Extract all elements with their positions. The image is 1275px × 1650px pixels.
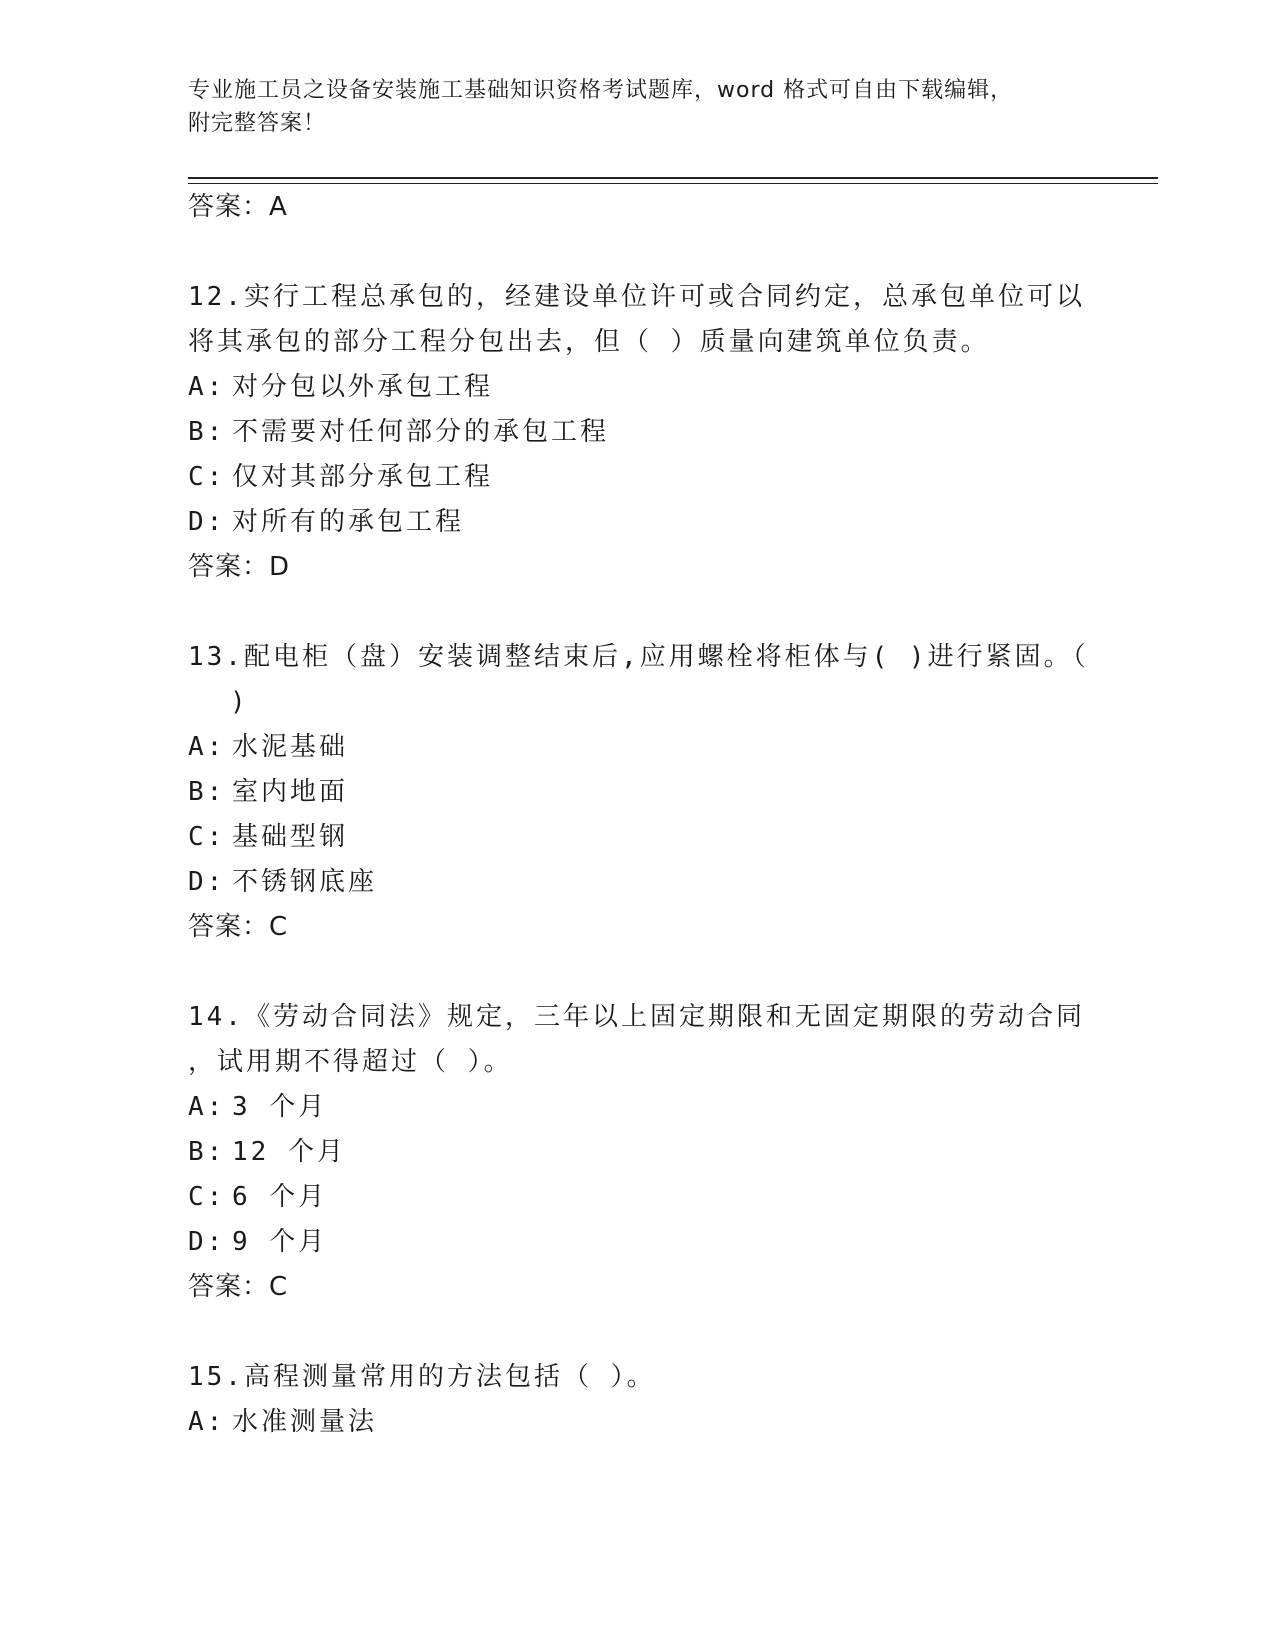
header-line-1: 专业施工员之设备安装施工基础知识资格考试题库，word 格式可自由下载编辑， [188, 78, 1014, 103]
question-14 [188, 995, 1088, 1310]
spacer [188, 950, 1088, 995]
option-a [188, 1085, 1088, 1130]
option-text: 不锈钢底座 [232, 867, 378, 897]
option-label: B: [188, 1137, 226, 1167]
header-divider-thin [188, 183, 1158, 184]
document-header [188, 74, 1088, 140]
question-text: ，试用期不得超过（ ）。 [188, 1047, 513, 1077]
option-c [188, 815, 1088, 860]
option-c [188, 1175, 1088, 1220]
option-label: C: [188, 462, 226, 492]
question-list [188, 185, 1088, 1445]
answer-line: 答案：D [188, 552, 291, 582]
question-text: ) [230, 687, 249, 717]
option-b [188, 770, 1088, 815]
option-a [188, 1400, 1088, 1445]
option-b [188, 1130, 1088, 1175]
spacer [188, 230, 1088, 275]
option-text: 12 个月 [232, 1137, 346, 1167]
question-text: 15.高程测量常用的方法包括（ ）。 [188, 1362, 656, 1392]
option-text: 9 个月 [232, 1227, 328, 1257]
option-d [188, 500, 1088, 545]
question-text: 14.《劳动合同法》规定，三年以上固定期限和无固定期限的劳动合同 [188, 1002, 1085, 1032]
question-12 [188, 275, 1088, 590]
question-text: 将其承包的部分工程分包出去，但（ ）质量向建筑单位负责。 [188, 327, 990, 357]
option-c [188, 455, 1088, 500]
option-text: 室内地面 [232, 777, 349, 807]
answer-line: 答案：C [188, 1272, 289, 1302]
option-label: D: [188, 1227, 226, 1257]
option-label: C: [188, 822, 226, 852]
option-d [188, 860, 1088, 905]
option-text: 对所有的承包工程 [232, 507, 465, 537]
answer-line: 答案：A [188, 192, 288, 222]
option-text: 仅对其部分承包工程 [232, 462, 494, 492]
option-text: 对分包以外承包工程 [232, 372, 494, 402]
option-label: C: [188, 1182, 226, 1212]
option-a [188, 725, 1088, 770]
answer-line: 答案：C [188, 912, 289, 942]
option-label: A: [188, 372, 226, 402]
option-text: 水泥基础 [232, 732, 349, 762]
question-text: 12.实行工程总承包的，经建设单位许可或合同约定，总承包单位可以 [188, 282, 1085, 312]
option-label: D: [188, 867, 226, 897]
spacer [188, 590, 1088, 635]
option-d [188, 1220, 1088, 1265]
question-text: 13.配电柜（盘）安装调整结束后,应用螺栓将柜体与( )进行紧固。（ [188, 642, 1089, 672]
option-text: 不需要对任何部分的承包工程 [232, 417, 610, 447]
option-label: A: [188, 732, 226, 762]
question-13 [188, 635, 1088, 950]
option-text: 6 个月 [232, 1182, 328, 1212]
header-divider-thick [188, 177, 1158, 179]
option-text: 基础型钢 [232, 822, 349, 852]
option-text: 水准测量法 [232, 1407, 378, 1437]
option-label: D: [188, 507, 226, 537]
spacer [188, 1310, 1088, 1355]
option-label: A: [188, 1407, 226, 1437]
question-15 [188, 1355, 1088, 1445]
option-b [188, 410, 1088, 455]
option-label: B: [188, 777, 226, 807]
option-text: 3 个月 [232, 1092, 328, 1122]
header-line-2: 附完整答案！ [188, 111, 327, 136]
option-label: B: [188, 417, 226, 447]
option-label: A: [188, 1092, 226, 1122]
option-a [188, 365, 1088, 410]
